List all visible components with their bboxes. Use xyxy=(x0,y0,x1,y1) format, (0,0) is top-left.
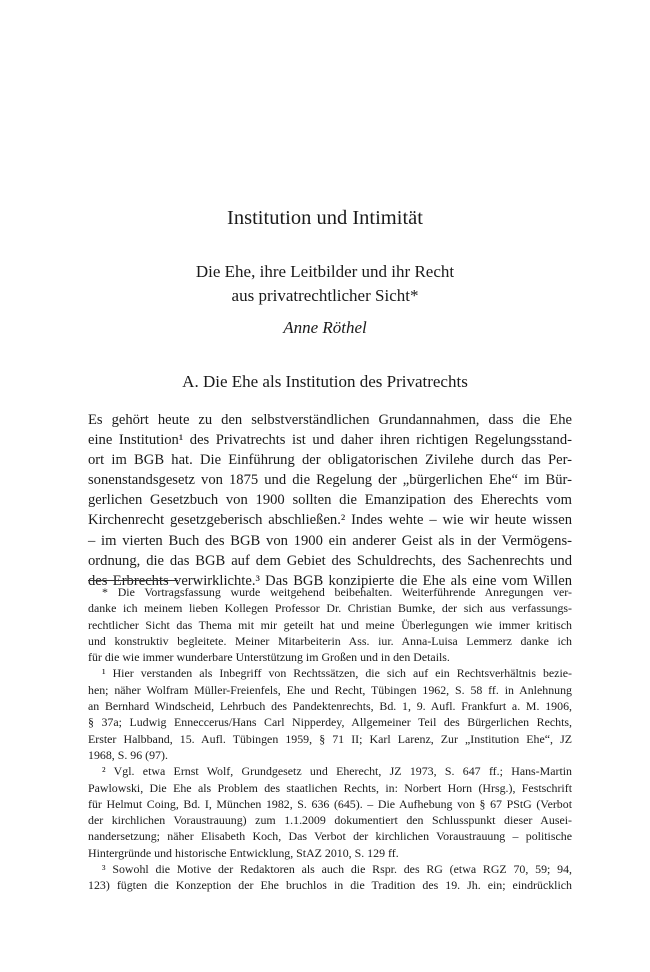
footnote-line: ³ Sowohl die Motive der Redaktoren als auch die Rspr. des RG (etwa RGZ 70, 59; 94, xyxy=(102,862,572,877)
subtitle-line: aus privatrechtlicher Sicht* xyxy=(231,286,419,305)
footnote-line: Erster Halbband, 15. Aufl. Tübingen 1959, § 71 II; Karl Larenz, Zur „Institution Ehe“, JZ xyxy=(88,731,572,746)
body-line: des Erbrechts verwirklichte.³ Das BGB konzipierte die Ehe als eine vom Willen xyxy=(88,572,572,589)
footnote-line: 1968, S. 96 (97). xyxy=(88,747,168,762)
footnote-line: § 37a; Ludwig Enneccerus/Hans Carl Nipperdey, Allgemeiner Teil des Bürgerlichen Rechts, xyxy=(88,715,572,730)
footnote-line: ² Vgl. etwa Ernst Wolf, Grundgesetz und Eherecht, JZ 1973, S. 647 ff.; Hans-Martin xyxy=(102,764,572,779)
body-line: gerlichen Gesetzbuch von 1900 sollten die Emanzipation des Eherechts vom xyxy=(88,492,572,509)
footnote-line: danke ich meinem lieben Kollegen Professor Dr. Christian Bumke, der sich aus verfassungs- xyxy=(88,601,572,616)
footnote-line: Pawlowski, Die Ehe als Problem des staatlichen Rechts, in: Norbert Horn (Hrsg.), Festschrift xyxy=(88,780,572,795)
body-line: eine Institution¹ des Privatrechts ist und daher ihren richtigen Regelungsstand- xyxy=(88,432,572,449)
body-line: Es gehört heute zu den selbstverständlichen Grundannahmen, dass die Ehe xyxy=(88,412,572,428)
footnote-line: und konstruktiv begleitete. Meiner Mitarbeiterin Ass. iur. Anna-Luisa Lemmerz danke ich xyxy=(88,633,572,648)
section-heading: A. Die Ehe als Institution des Privatrechts xyxy=(182,372,468,391)
footnote-line: für Helmut Coing, Bd. I, München 1982, S. 636 (645). – Die Aufhebung von § 67 PStG (Verbot xyxy=(88,796,572,811)
footnote-line: für die wie immer wunderbare Unterstützung im Großen und in den Details. xyxy=(88,650,450,665)
footnote-line: hen; näher Wolfram Müller-Freienfels, Ehe und Recht, Tübingen 1962, S. 58 ff. in Anlehnung xyxy=(88,682,572,697)
footnote-line: Hintergründe und historische Entwicklung, StAZ 2010, S. 129 ff. xyxy=(88,845,399,860)
chapter-title: Institution und Intimität xyxy=(227,207,423,229)
body-line: ort im BGB hat. Die Einführung der obligatorischen Zivilehe durch das Per- xyxy=(88,452,572,469)
footnote-line: der kirchlichen Voraustrauung) zum 1.1.2009 dokumentiert den Schlusspunkt dieser Ausei- xyxy=(88,813,572,828)
footnote-line: rechtlicher Sicht das Thema mit mir geteilt hat und meine Überlegungen wie immer kritisch xyxy=(88,617,572,632)
author-name: Anne Röthel xyxy=(283,318,367,337)
body-line: – im vierten Buch des BGB von 1900 ein anderer Geist als in der Vermögens- xyxy=(88,532,572,549)
subtitle-line: Die Ehe, ihre Leitbilder und ihr Recht xyxy=(195,262,455,281)
footnote xyxy=(88,665,572,763)
body-line: ordnung, die das BGB auf dem Gebiet des Schuldrechts, des Sachenrechts und xyxy=(88,552,572,569)
footnote-line: ¹ Hier verstanden als Inbegriff von Rechtssätzen, die sich auf ein Rechtsverhältnis bezie- xyxy=(102,666,572,681)
footnote xyxy=(88,763,572,861)
body-line: sonenstandsgesetz von 1875 und die Regelung der „bürgerlichen Ehe“ im Bür- xyxy=(88,472,572,489)
footnotes xyxy=(88,584,572,894)
body-line: Kirchenrecht gesetzgeberisch abschließen.² Indes wehte – wie wir heute wissen xyxy=(88,512,572,529)
footnote-line: * Die Vortragsfassung wurde weitgehend beibehalten. Weiterführende Anregungen ver- xyxy=(102,585,572,599)
footnote-line: an Bernhard Windscheid, Lehrbuch des Pandektenrechts, Bd. 1, 9. Aufl. Frankfurt a. M. 1906, xyxy=(88,699,572,714)
footnote-line: 123) fügten die Konzeption der Ehe bruchlos in die Tradition des 19. Jh. ein; eindrücklich xyxy=(88,878,572,893)
body-paragraph xyxy=(88,410,572,591)
footnote xyxy=(88,584,572,665)
footnote xyxy=(88,861,572,894)
footnote-line: nandersetzung; näher Elisabeth Koch, Das Verbot der kirchlichen Voraustrauung – politische xyxy=(88,829,572,844)
chapter-subtitle xyxy=(0,260,650,308)
footnote-separator xyxy=(88,580,178,581)
